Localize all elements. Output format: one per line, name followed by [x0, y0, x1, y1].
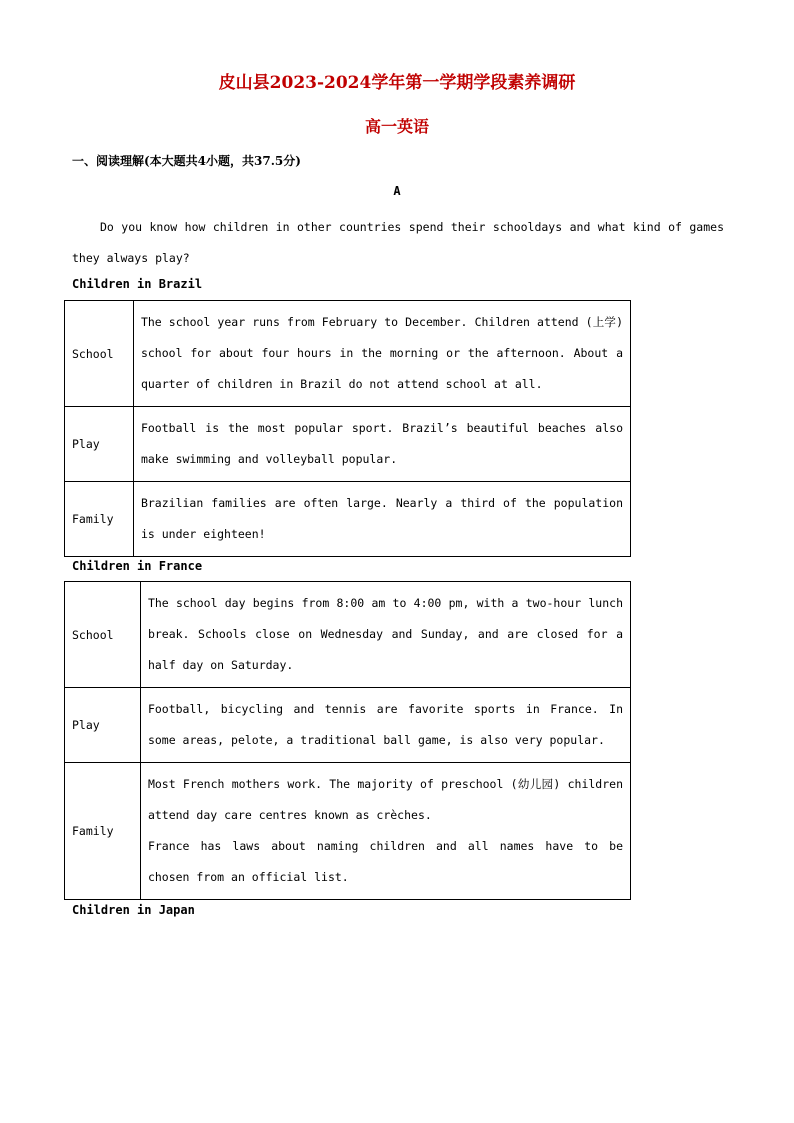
row-text-continued: France has laws about naming children and all names have to be chosen from an official list. — [147, 839, 623, 884]
row-label: Play — [65, 407, 134, 482]
country-heading-brazil: Children in Brazil — [72, 277, 203, 291]
row-text-group — [140, 763, 630, 900]
row-label: Family — [65, 763, 141, 900]
row-text: Football, bicycling and tennis are favorite sports in France. In some areas, pelote, a traditional ball game, is also very popular. — [140, 688, 630, 763]
passage-label: A — [393, 184, 401, 198]
row-text: Brazilian families are often large. Nearly a third of the population is under eighteen! — [133, 482, 630, 557]
row-label: School — [65, 582, 141, 688]
table-row — [65, 482, 631, 557]
table-row — [65, 688, 631, 763]
section-heading: 一、阅读理解(本大题共4小题，共37.5分) — [72, 154, 301, 168]
row-label: Play — [65, 688, 141, 763]
country-heading-france: Children in France — [72, 559, 203, 573]
row-label: School — [65, 301, 134, 407]
row-text: Most French mothers work. The majority of preschool (幼儿园) children attend day care centres known as crèches. — [147, 777, 623, 822]
document-title: 皮山县2023-2024学年第一学期学段素养调研 — [218, 73, 576, 93]
row-text: Football is the most popular sport. Brazil’s beautiful beaches also make swimming and volleyball popular. — [133, 407, 630, 482]
france-table — [64, 581, 631, 900]
table-row — [65, 407, 631, 482]
brazil-table — [64, 300, 631, 557]
row-text: The school year runs from February to December. Children attend (上学) school for about four hours in the morning or the afternoon. About a quarter of children in Brazil do not attend school at all. — [133, 301, 630, 407]
passage-intro: Do you know how children in other countries spend their schooldays and what kind of games they always play? — [72, 220, 724, 265]
table-row — [65, 582, 631, 688]
table-row — [65, 301, 631, 407]
document-subtitle: 高一英语 — [364, 117, 429, 136]
row-label: Family — [65, 482, 134, 557]
table-row — [65, 763, 631, 900]
country-heading-japan: Children in Japan — [72, 903, 195, 917]
row-text: The school day begins from 8:00 am to 4:00 pm, with a two-hour lunch break. Schools close on Wednesday and Sunday, and are closed for a half day on Saturday. — [140, 582, 630, 688]
